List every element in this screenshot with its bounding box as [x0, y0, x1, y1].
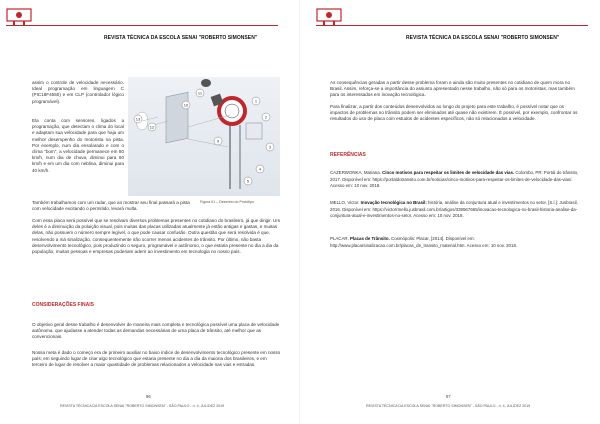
section-title-references: REFERÊNCIAS: [330, 152, 366, 158]
figure-label: 12: [149, 124, 155, 130]
sign-logo-icon: [316, 8, 342, 26]
reference-details: Cosmópolis: Placar, [2014]. Disponível em: http://www.placarsinalizacao.com.br/placas_de_transito_material.htm. Acesso em: 10 nov. 2018.: [330, 236, 518, 248]
paragraph-conclusion: Para finalizar, a partir dos conteúdos desenvolvidos ao longo do projeto para este trabalho, é possível notar que os impactos de problemas no trânsito podem ser eliminados até quase não existirem. É possível, por exemplo, confrontar os resultados do uso de placa com estudos de acidentes específicos, não só relacionados a velocidade.: [330, 104, 578, 122]
paragraph-goal: Nossa meta é dado o começo era de primeiro auxiliar no baixo índice de desenvolvimento tecnológico presente em nosso país; em seguindo lugar de criar algo tecnológico que estaria presente no dia a dia da maioria dos brasileiros, e em terceiro de lugar de resolver a maior quantidade de problemas relacionados a velocidade nas vias e estradas.: [32, 350, 281, 368]
paragraph-consequences: As consequências geradas a partir desse problema foram e ainda são muito presentes no cotidiano de quem mora no Brasil. Assim, reforça-se a importância do assunto apresentado nesse trabalho, não só para os motoristas, mas também para os interessados em inovação tecnológica.: [330, 80, 575, 98]
page-number: 96: [146, 394, 151, 399]
figure-label: 1: [254, 98, 258, 104]
reference-details: Colombo, PR: Portal do trânsito, 2017. Disponível em: https://portaldotransito.com.br/noticias/cinco-motivos-para-respeitar-os-limites-de-velocidade-das-vias/. Acesso em: 10 nov. 2018.: [330, 170, 579, 189]
sign-logo-icon: [6, 8, 32, 26]
header-rule: [6, 25, 278, 26]
figure-label: 2: [264, 114, 268, 120]
figure-label: 10: [183, 102, 189, 108]
figure-label: 11: [197, 90, 203, 96]
reference-author: MELLO, Victor.: [330, 200, 361, 205]
reference-title: Placas de Trânsito.: [350, 236, 390, 241]
reference-item: [330, 236, 580, 249]
reference-title: Inovação tecnológica no Brasil:: [360, 200, 427, 205]
reference-author: CAZERWONKA, Mariana.: [330, 170, 383, 175]
reference-item: [330, 200, 580, 220]
figure-label: 4: [258, 166, 262, 172]
page-number: 97: [446, 394, 451, 399]
figure-caption: Figura 01 – Desenho do Protótipo: [200, 200, 254, 204]
reference-author: PLACAR.: [330, 236, 351, 241]
section-title-final: CONSIDERAÇÕES FINAIS: [32, 302, 94, 308]
page-footer: REVISTA TÉCNICA DA ESCOLA SENAI "ROBERTO SIMONSEN" - SÃO PAULO - n. 4, JUL/DEZ 2019: [60, 404, 225, 408]
header-title: REVISTA TÉCNICA DA ESCOLA SENAI "ROBERTO SIMONSEN": [104, 35, 258, 41]
figure-label: 9: [216, 138, 220, 144]
reference-title: Cinco motivos para respeitar os limites de velocidade das vias.: [382, 170, 515, 175]
figure-label: 5: [246, 178, 250, 184]
paragraph-radar: Também trabalhamos com um radar, que ao mostrar seu final passará a pista com velocidade excitando o permitido, levará multa.: [32, 200, 190, 212]
prototype-figure: [128, 77, 280, 196]
paragraph-benefits: Com essa placa será possível que se resolvam diversos problemas presentes no cotidiano do brasileiro, já que dirigir. Um deles é a diminuição da poluição visual, pois muitas das placas utilizadas atualmente já estão antigas e gastas, e muitas delas, não possuem o número sempre legível, o que pode causar confusão. Outra questão que será resolvida é que, resolvendo a má sinalização, consequentemente irão ocorrer menos acidentes de trânsito. Por último, não basta desenvolvimento tecnológico, pois produzindo o seguro, programável e autônomo, o que estaria presente no dia a dia da população, muitas pessoas e empresas poderiam aderir ao investimento em tecnologia no nosso país.: [32, 218, 281, 255]
paragraph-objective: O objetivo geral desse trabalho é desenvolver de maneira mais completa e tecnológica possível uma placa de velocidade autônoma, que ajudasse a atender todas as demandas necessárias de uma placa de trânsito, até melhor que as convencionais.: [32, 322, 280, 340]
header-rule: [316, 25, 588, 26]
page-footer: REVISTA TÉCNICA DA ESCOLA SENAI "ROBERTO SIMONSEN" - SÃO PAULO - n. 4, JUL/DEZ 2019: [366, 404, 531, 408]
reference-details: história, análise da conjuntura atual e investimentos no setor. [S.l.]: Jusbrasil, 2016. Disponível em: https://victorrmello.jusbrasil.com.br/artigos/339567665/inovacao-tecnologica-no-brasil-historia-analise-da-conjuntura-atual-e-investimentos-no-setor. Acesso em: 10 nov. 2018.: [330, 200, 578, 219]
header-title: REVISTA TÉCNICA DA ESCOLA SENAI "ROBERTO SIMONSEN": [406, 35, 560, 41]
paragraph-intro: assim o controle de velocidade necessário. Ideal programação em linguagem C (PIC18F4550) e em CLP (controlador lógico programável).: [32, 80, 124, 104]
figure-label: 3: [268, 144, 272, 150]
paragraph-sensors: Ela conta com sensores, ligados a programação, que detectam o clima do local e adaptam sua velocidade para que haja um melhor desempenho do motorista na pista. Por exemplo, num dia ensolarado e com o clima "bom", a velocidade permanece em 80 km/h, num dia de chuva, diminui para 60 km/h e em um dia com neblina, diminui para 40 km/h.: [32, 118, 124, 173]
prototype-drawing: [128, 77, 280, 196]
figure-label: 13: [135, 116, 141, 122]
reference-item: [330, 170, 580, 190]
